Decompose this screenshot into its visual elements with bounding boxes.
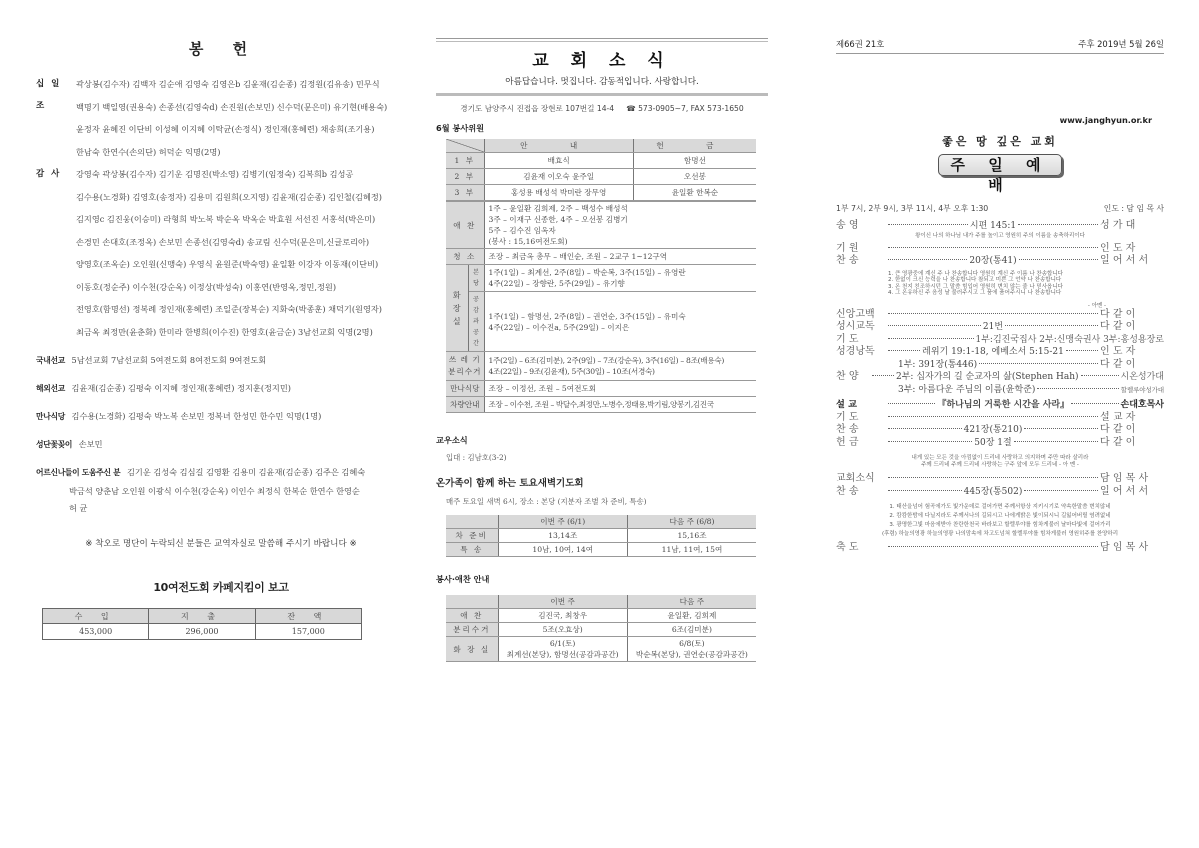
cafe-report-title: 10여전도회 카페지킴이 보고 — [153, 581, 289, 594]
altar-flowers-label: 성단꽃꽂이 — [36, 440, 73, 449]
leader-dots — [1018, 224, 1098, 225]
diagonal-header-cell — [446, 139, 484, 153]
service-3-offering: 윤일환 한복순 — [633, 185, 756, 202]
order-label: 송 영 — [836, 220, 859, 231]
service-2-offering: 오선봉 — [633, 169, 756, 185]
balance-value: 157,000 — [255, 624, 361, 640]
order-label: 기 원 — [836, 242, 859, 254]
worship-leader: 인도 : 담 임 목 사 — [1103, 204, 1164, 213]
this-week-value: 5조(오효상) — [498, 623, 627, 637]
issue-bar — [836, 38, 1164, 54]
altar-flowers-text: 손보민 — [78, 439, 103, 449]
thanks-line: 김지영c 김진웅(이승미) 라형희 박노복 박순옥 박옥순 박효원 서선진 서홍석(박은미) — [76, 214, 376, 224]
table-row — [446, 169, 756, 185]
order-item — [836, 346, 1164, 359]
anthem-1: 1부: 391장(통446) — [898, 359, 978, 370]
guide-header: 안 내 — [484, 139, 633, 153]
manna-text: 조장 – 이정선, 조원 – 5여전도회 — [484, 381, 756, 397]
table-row — [446, 249, 756, 265]
order-label: 성시교독 — [836, 321, 875, 332]
member-news-text: 입대 : 김남호(3-2) — [446, 453, 507, 462]
service-guide-heading: 봉사·애찬 안내 — [436, 574, 490, 584]
row-label: 분리수거 — [446, 623, 498, 637]
order-performer: 인 도 자 — [1100, 346, 1136, 357]
tithe-line: 한남숙 한연수(손의단) 허덕순 익명(2명) — [76, 146, 221, 157]
leader-dots — [1024, 490, 1098, 491]
this-week-header: 이번 주 (6/1) — [498, 515, 627, 529]
amen-text: - 아멘 - — [1087, 302, 1106, 309]
offering-text-line: 내게 있는 모든 것을 아낌없이 드리네 사랑하고 의지하며 주만 따라 살리라 — [911, 455, 1089, 461]
hymn-verse: (후렴) 하늘의영광 하늘의영광 나의맘속에 차고도넘쳐 할렐루야를 힘차게불러 영원히주를 찬양하리 — [881, 531, 1119, 537]
overseas-mission-text: 김윤재(김순종) 김평숙 이지혜 정인재(홍혜련) 정지훈(정지민) — [71, 383, 291, 393]
row-label: 애 찬 — [446, 609, 498, 623]
tithe-line: 백명기 백일영(권용숙) 손종선(김영숙d) 손진원(손보민) 신수덕(문은미) 유기현(배용숙) — [76, 101, 388, 112]
order-performer: 인 도 자 — [1100, 242, 1136, 254]
recycling-cell — [484, 352, 756, 381]
order-label: 찬 송 — [836, 255, 859, 266]
corner-header — [446, 595, 498, 609]
table-row — [446, 201, 756, 249]
offering-title: 봉 헌 — [188, 40, 260, 58]
top-divider — [436, 38, 768, 42]
order-item — [836, 437, 1164, 450]
table-row — [446, 623, 756, 637]
leader-dots — [888, 338, 974, 339]
order-performer: 다 같 이 — [1100, 308, 1136, 320]
anthem-3: 3부: 아름다운 주님의 이름(윤학준) — [898, 384, 1036, 395]
leader-dots — [888, 416, 1098, 417]
church-news-title: 교 회 소 식 — [532, 51, 672, 71]
issue-date: 주후 2019년 5월 26일 — [1078, 39, 1164, 49]
order-performer: 담 임 목 사 — [1100, 473, 1149, 484]
order-content: 레위기 19:1-18, 에베소서 5:15-21 — [922, 347, 1064, 357]
saturday-prayer-table — [446, 515, 756, 557]
thanks-line: 이동호(정순주) 이수천(강순옥) 이정상(박성숙) 이홍연(반영옥,정민,정원) — [76, 281, 337, 292]
this-week-header: 이번 주 — [498, 595, 627, 609]
hymn-verse: 1. 태산을넘어 험곡에가도 빛가운데로 걸어가면 주께서항상 지키시기로 약속한말씀 변치않네 — [889, 504, 1111, 510]
thanks-line: 전영호(함명선) 정복례 정인재(홍혜련) 조일준(장복순) 지화숙(박종훈) 채덕기(원영자) — [76, 304, 382, 314]
parking-label: 차량안내 — [446, 397, 484, 413]
order-label: 찬 송 — [836, 424, 859, 435]
leader-dots — [1037, 388, 1118, 389]
hymn-verse: 2. 캄캄한밤에 다닐지라도 주께서나의 길되시고 나에게밝은 빛이되시니 길잃어버릴 염려없네 — [889, 513, 1111, 519]
volume-number: 제66권 21호 — [836, 39, 885, 49]
thanks-line: 양영호(조옥순) 오인원(신맹숙) 우영식 윤원준(박숙영) 윤일환 이강자 이동재(이단비) — [76, 259, 379, 269]
saturday-prayer-heading: 온가족이 함께 하는 토요새벽기도회 — [436, 478, 584, 489]
sunday-worship-section — [836, 38, 1164, 555]
leader-dots — [888, 224, 968, 225]
next-week-value — [627, 637, 756, 662]
order-content: 445장(통502) — [963, 486, 1023, 497]
tithe-line: 윤정자 윤혜진 이단비 이성혜 이지혜 이탁균(손정식) 정인재(홍혜련) 채송희(조기용) — [76, 124, 375, 134]
leader-dots — [888, 441, 972, 442]
fellowship-line: (봉사 : 15,16여전도회) — [488, 237, 568, 246]
anthem-item — [836, 359, 1164, 372]
table-row — [446, 609, 756, 623]
restroom-annex-line: 1주(1일) – 함명선, 2주(8일) – 권연순, 3주(15일) – 유미숙 — [488, 311, 686, 321]
psalm-text: 왕이신 나의 하나님 내가 주를 높이고 영원히 주의 이름을 송축하리이다 — [915, 232, 1085, 239]
table-row — [446, 397, 756, 413]
leader-dots — [1081, 375, 1119, 376]
cleaning-text: 조장 – 최금옥 총무 – 배인순, 조원 – 2교구 1~12구역 — [484, 249, 756, 265]
order-content: 20장(통41) — [969, 256, 1017, 266]
table-row — [446, 153, 756, 169]
order-content: 21번 — [982, 322, 1004, 332]
manna-restaurant-text: 김수용(노경화) 김평숙 박노복 손보민 정복녀 한성민 한수민 익명(1명) — [71, 411, 322, 421]
fellowship-line: 5주 – 김수진 임옥자 — [488, 226, 556, 235]
restroom-annex-label: 공감과 공간 — [468, 292, 484, 352]
next-week-header: 다음 주 — [627, 595, 756, 609]
this-week-value — [498, 637, 627, 662]
this-week-value: 10남, 10여, 14여 — [498, 543, 627, 557]
domestic-mission — [36, 350, 406, 371]
order-performer: 다 같 이 — [1100, 436, 1136, 448]
domestic-mission-label: 국내선교 — [36, 356, 65, 365]
table-row — [446, 529, 756, 543]
order-performer: 성 가 대 — [1100, 220, 1136, 231]
service-guide-table — [446, 595, 756, 662]
elders-outing-text: 김기운 김성숙 김심길 김영환 김용미 김윤재(김순종) 김주은 김혜숙 — [127, 467, 366, 477]
order-item — [836, 424, 1164, 437]
hymn-verse: 1. 큰 영광중에 계신 주 나 찬송합니다 영원히 계신 주 이름 나 찬송합니다 — [888, 270, 1063, 277]
restroom-main-line: 1주(1일) – 최계선, 2주(8일) – 박순복, 3주(15일) – 유영란 — [488, 268, 686, 277]
order-performer: 다 같 이 — [1100, 424, 1136, 435]
order-content: 421장(통210) — [963, 425, 1023, 435]
sermon-title: 『하나님의 거룩한 시간을 사라』 — [937, 400, 1070, 410]
service-times: 1부 7시, 2부 9시, 3부 11시, 4부 오후 1:30 — [836, 204, 989, 213]
order-label: 설 교 — [836, 399, 857, 410]
fellowship-line: 1주 – 윤일환 김희제, 2주 – 백성수 배성석 — [488, 204, 628, 213]
church-name: 좋은 땅 깊은 교회 — [942, 135, 1058, 148]
leader-dots — [1071, 403, 1118, 404]
fellowship-line: 3주 – 이재구 신종한, 4주 – 오선봉 김병기 — [488, 215, 628, 224]
church-news-section — [436, 38, 768, 662]
omission-notice: ※ 착오로 명단이 누락되신 분들은 교역자실로 말씀해 주시기 바랍니다 ※ — [85, 539, 357, 549]
order-performer: 담 임 목 사 — [1100, 542, 1149, 553]
order-item — [836, 473, 1164, 486]
leader-dots — [888, 403, 935, 404]
order-label: 축 도 — [836, 542, 859, 553]
offering-hymn-text — [836, 455, 1164, 469]
leader-dots — [1014, 441, 1098, 442]
closing-hymn-verses — [836, 503, 1164, 539]
recycling-line: 4조(22일) – 9조(김윤재), 5주(30일) – 10조(서경숙) — [488, 367, 655, 376]
tithe-label: 십 일 조 — [36, 79, 62, 111]
next-week-value: 윤일환, 김희제 — [627, 609, 756, 623]
june-volunteers-table — [446, 139, 756, 413]
service-3-label: 3 부 — [446, 185, 484, 202]
leader-dots — [888, 428, 962, 429]
expense-value: 296,000 — [149, 624, 255, 640]
leader-dots — [888, 313, 1098, 314]
this-week-value: 13,14조 — [498, 529, 627, 543]
order-label: 찬 송 — [836, 485, 859, 497]
leader-dots — [1005, 325, 1098, 326]
domestic-mission-text: 5남선교회 7남선교회 5여전도회 8여전도회 9여전도회 — [71, 355, 267, 365]
restroom-annex-cell — [484, 292, 756, 352]
fellowship-meal-cell — [484, 201, 756, 249]
order-of-worship — [836, 220, 1164, 555]
restroom-label — [446, 265, 468, 352]
next-week-date: 6/8(토) — [679, 639, 705, 648]
order-label: 교회소식 — [836, 473, 875, 484]
table-row — [446, 352, 756, 381]
thanks-line: 강영숙 곽상봉(김수자) 김기운 김명진(박소영) 김병기(임정숙) 김복희b 김성공 — [76, 169, 354, 179]
order-label: 성경낭독 — [836, 346, 875, 357]
overseas-mission — [36, 378, 406, 399]
leader-dots — [979, 363, 1098, 364]
service-2-guide: 김윤재 이오숙 윤주일 — [484, 169, 633, 185]
anthem-item — [836, 371, 1164, 384]
order-label: 기 도 — [836, 333, 859, 345]
this-week-names: 최계선(본당), 함명선(공감과공간) — [506, 650, 619, 659]
restroom-main-line: 4주(22일) – 장향란, 5주(29일) – 유기향 — [488, 279, 625, 288]
order-item — [836, 542, 1164, 555]
expense-header: 지 출 — [149, 609, 255, 624]
address: 경기도 남양주시 진접읍 장현로 107번길 14-4 — [460, 104, 615, 113]
recycling-line: 1주(2일) – 6조(김미분), 2주(9일) – 7조(강순옥), 3주(16일) – 8조(배용숙) — [488, 356, 725, 365]
leader-dots — [888, 325, 981, 326]
table-row — [446, 381, 756, 397]
order-label: 헌 금 — [836, 436, 859, 448]
next-week-value: 11남, 11여, 15여 — [627, 543, 756, 557]
leader-dots — [872, 375, 894, 376]
order-item — [836, 334, 1164, 347]
order-performer: 다 같 이 — [1100, 321, 1136, 332]
anthem-performer: 할렐루야성가대 — [1120, 385, 1164, 394]
order-item — [836, 412, 1164, 425]
preacher: 손대호목사 — [1120, 400, 1164, 410]
table-row — [446, 543, 756, 557]
manna-restaurant-label: 만나식당 — [36, 412, 65, 421]
order-item — [836, 255, 1164, 268]
cleaning-label: 청 소 — [446, 249, 484, 265]
website-link[interactable]: www.janghyun.or.kr — [1059, 115, 1152, 125]
order-item — [836, 220, 1164, 233]
restroom-label-text: 화장실 — [452, 290, 461, 326]
offering-list-section — [36, 38, 406, 640]
cafe-report-table — [42, 608, 362, 640]
order-item — [836, 486, 1164, 499]
order-performer: 일 어 서 서 — [1100, 485, 1149, 497]
leader-dots — [888, 247, 1098, 248]
anthem-performer: 시온성가대 — [1120, 372, 1164, 382]
order-content: 시편 145:1 — [969, 221, 1017, 231]
thanks-label: 감 사 — [36, 169, 62, 179]
leader-dots — [888, 477, 1098, 478]
row-label: 차 준비 — [446, 529, 498, 543]
order-label: 기 도 — [836, 411, 859, 423]
thanks-line: 최금옥 최정만(윤춘화) 한미라 한병희(이수진) 한영호(윤금순) 3남선교회 익명(2명) — [76, 326, 373, 337]
worship-title-box: 주 일 예 배 — [938, 154, 1062, 176]
anthem-item — [836, 384, 1164, 397]
june-volunteers-heading: 6월 봉사위원 — [436, 123, 485, 133]
subtitle-divider — [436, 93, 768, 96]
thanks-line: 김수용(노경화) 김영호(송정자) 김용미 김원희(오지영) 김윤재(김순종) 김인철(김혜정) — [76, 191, 382, 202]
elders-outing-line: 박금석 양춘남 오인원 이광식 이수천(강순옥) 이인수 최정식 한복순 한연수 한영순 — [69, 486, 360, 496]
service-3-guide: 홍성용 배성석 박미란 장무영 — [484, 185, 633, 202]
service-1-guide: 배효식 — [484, 153, 633, 169]
thanks-line: 손경민 손대호(조정옥) 손보민 손종선(김영숙d) 송교림 신수덕(문은미,신글로리아) — [76, 236, 370, 247]
parking-text: 조장 – 이수천, 조원 – 박달수,최정만,노병수,정태용,박기림,양봉기,김진국 — [484, 397, 756, 413]
sermon-item — [836, 399, 1164, 412]
altar-flowers — [36, 434, 406, 455]
hymn-verse: 4. 그 온유하신 주 음성 날 불러주시고 그 품에 품어주시니 나 찬송합니다 — [888, 290, 1062, 296]
manna-restaurant — [36, 406, 406, 427]
row-label: 화 장 실 — [446, 637, 498, 662]
order-performer: 설 교 자 — [1100, 411, 1136, 423]
offering-header: 헌 금 — [633, 139, 756, 153]
this-week-date: 6/1(토) — [549, 639, 576, 648]
hymn-verse: 3. 온 천지 친조하시던 그 말씀 힘입어 영원히 변치 않는 줄 나 믿사옵니다 — [888, 283, 1063, 290]
leader-dots — [1019, 259, 1098, 260]
table-row — [446, 637, 756, 662]
this-week-value: 김진국, 최창우 — [498, 609, 627, 623]
member-news-heading: 교우소식 — [436, 435, 468, 445]
offering-text-line: 주께 드리네 주께 드리네 사랑하는 구주 앞에 모두 드리네 - 아 멘 - — [921, 462, 1079, 468]
leader-dots — [888, 546, 1098, 547]
row-label: 특 송 — [446, 543, 498, 557]
hymn-verse: 2. 한없이 크신 능력을 나 찬송합니다 참되고 미쁜 그 언약 나 찬송합니다 — [888, 277, 1062, 283]
saturday-prayer-info: 매주 토요일 새벽 6시, 장소 : 본당 (지분자 조별 차 준비, 특송) — [446, 497, 647, 506]
anthem-2: 2부: 십자가의 길 순교자의 삶(Stephen Hah) — [896, 372, 1079, 382]
service-2-label: 2 부 — [446, 169, 484, 185]
hymn-verse: 3. 광명한그빛 마음에받아 찬란한천국 바라보고 할렐루야를 힘차게불러 날마다빛에 걸어가리 — [889, 522, 1111, 528]
income-value: 453,000 — [43, 624, 149, 640]
table-row — [446, 292, 756, 352]
leader-dots — [888, 350, 920, 351]
next-week-value: 15,16조 — [627, 529, 756, 543]
leader-dots — [1066, 350, 1098, 351]
service-1-offering: 함명선 — [633, 153, 756, 169]
balance-header: 잔 액 — [255, 609, 361, 624]
restroom-main-label: 본당 — [468, 265, 484, 292]
corner-header — [446, 515, 498, 529]
fellowship-meal-label: 애 찬 — [446, 201, 484, 249]
order-label: 신앙고백 — [836, 308, 875, 320]
church-address-line — [436, 103, 768, 114]
leader-dots — [1024, 428, 1098, 429]
elders-outing — [36, 462, 406, 483]
order-content: 50장 1절 — [974, 437, 1012, 448]
order-item — [836, 309, 1164, 322]
overseas-mission-label: 해외선교 — [36, 384, 65, 393]
elders-outing-label: 어르신나들이 도움주신 분 — [36, 468, 121, 477]
tithe-group — [36, 73, 406, 163]
restroom-annex-line: 4주(22일) – 이수진a, 5주(29일) – 이지은 — [488, 322, 630, 332]
elders-outing-line: 허 균 — [69, 503, 88, 513]
table-row — [446, 265, 756, 292]
thanks-group — [36, 163, 406, 343]
hymn-verses — [836, 271, 1164, 297]
phone-number: 573-0905~7, FAX 573-1650 — [638, 104, 744, 113]
manna-label: 만나식당 — [446, 381, 484, 397]
order-performer: 일 어 서 서 — [1100, 255, 1149, 266]
anthem-label: 찬 양 — [836, 371, 859, 382]
anthem-performer: 다 같 이 — [1100, 358, 1136, 370]
leader-dots — [888, 259, 967, 260]
next-week-names: 박순복(본당), 권연순(공감과공간) — [635, 650, 748, 659]
leader-dots — [888, 490, 962, 491]
order-item — [836, 243, 1164, 256]
table-row — [446, 185, 756, 202]
next-week-value: 6조(김미분) — [627, 623, 756, 637]
church-news-subtitle: 아름답습니다. 멋집니다. 감동적입니다. 사랑합니다. — [505, 77, 699, 87]
restroom-main-cell — [484, 265, 756, 292]
recycling-label: 쓰 레 기 분리수거 — [446, 352, 484, 381]
tithe-line: 곽상봉(김수자) 김백자 김순애 김영숙 김영은b 김윤재(김순종) 김정원(김유송) 민무식 — [76, 79, 380, 89]
income-header: 수 입 — [43, 609, 149, 624]
order-item — [836, 321, 1164, 334]
phone-icon: ☎ — [626, 104, 636, 113]
service-times-row — [836, 203, 1164, 214]
order-performer: 1부:김진국집사 2부:신맹숙권사 3부:홍성용장로 — [975, 334, 1164, 345]
next-week-header: 다음 주 (6/8) — [627, 515, 756, 529]
service-1-label: 1 부 — [446, 153, 484, 169]
